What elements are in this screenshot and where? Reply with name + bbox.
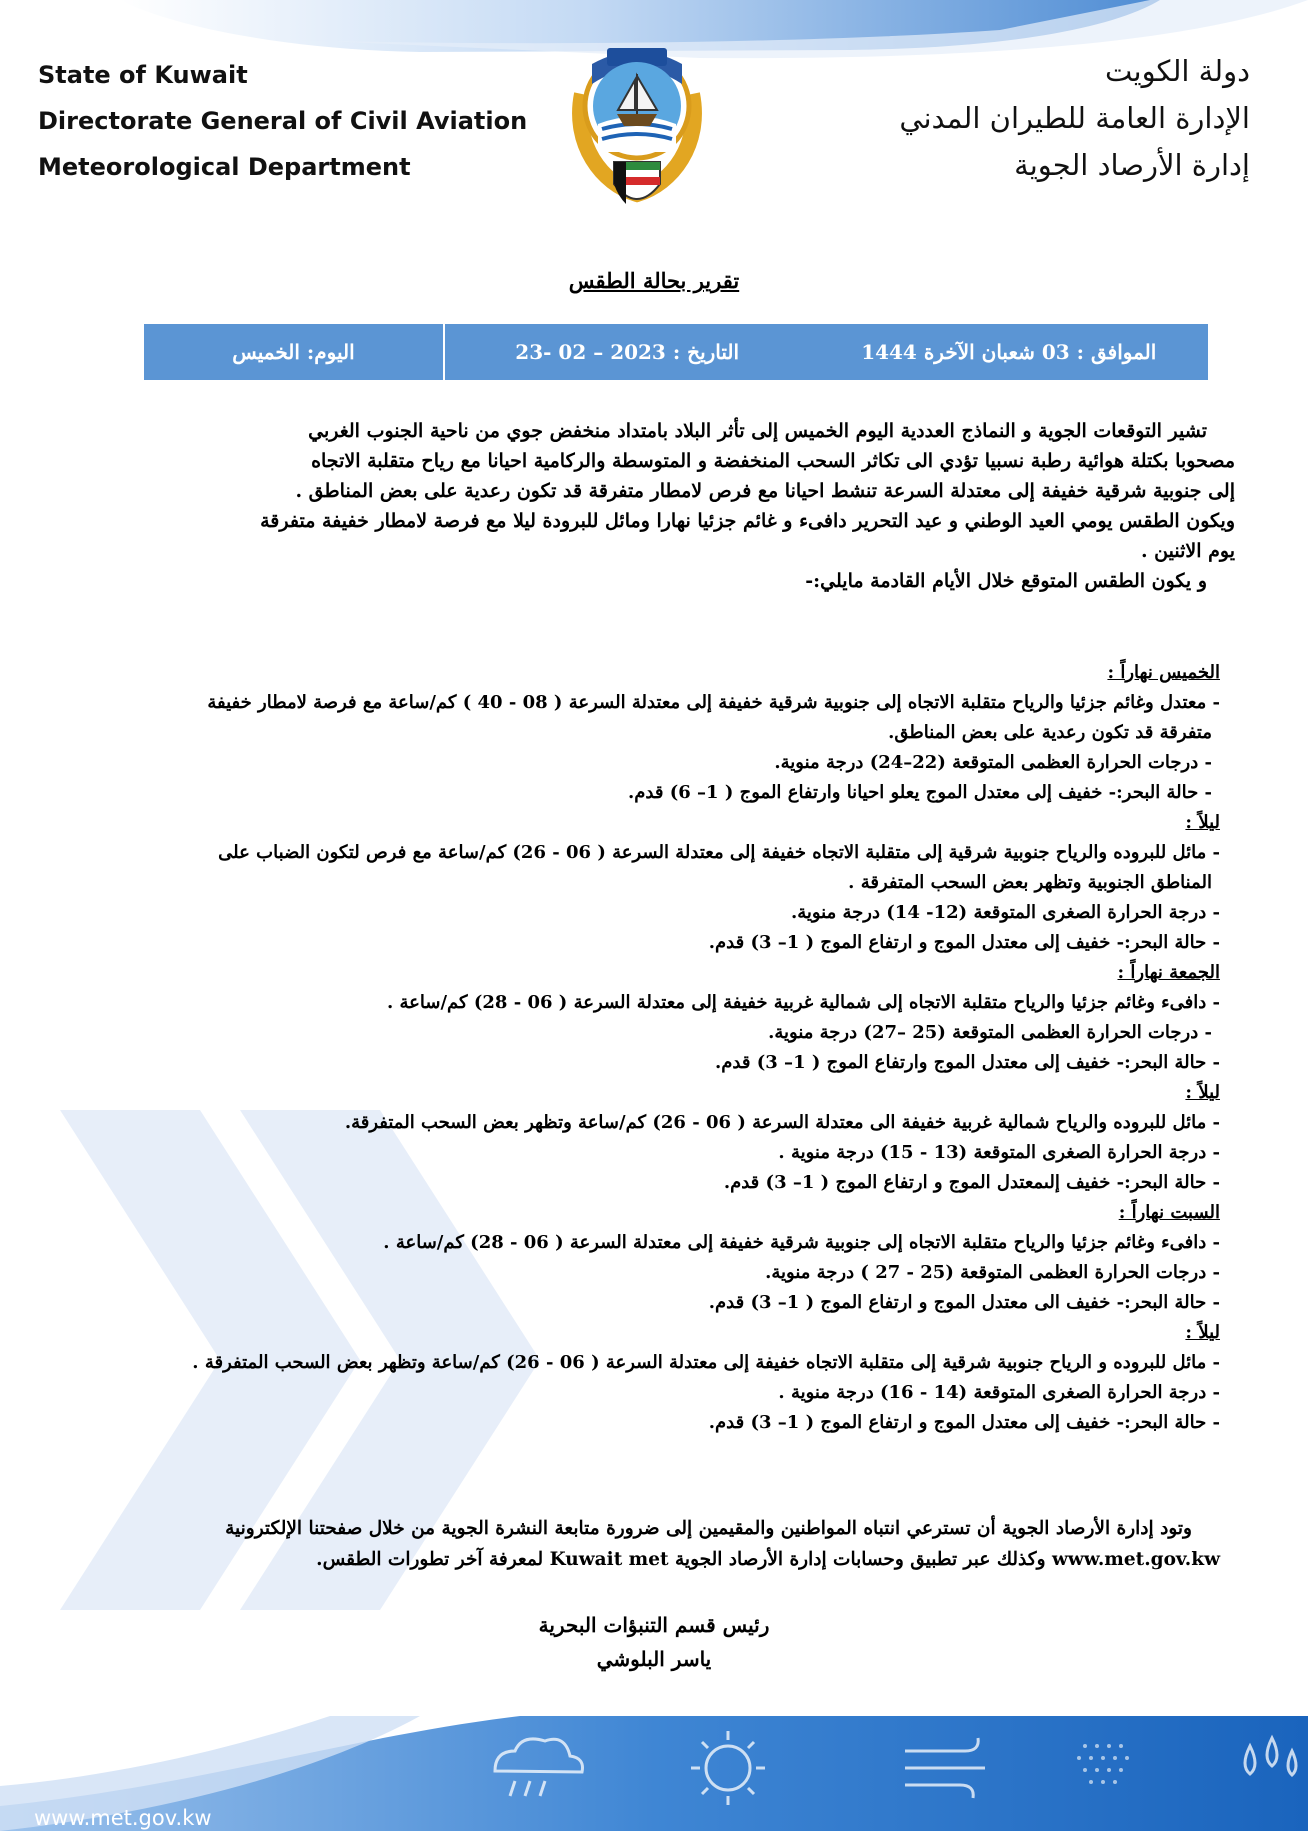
forecast-period-friday-night [150, 1078, 1220, 1198]
report-day: اليوم: الخميس [142, 324, 443, 380]
forecast-line: - معتدل وغائم جزئيا والرياح متقلبة الاتجاه إلى جنوبية شرقية خفيفة إلى معتدلة السرعة ( 08 - 40 ) كم/ساعة مع فرصة لامطار خفيفة [207, 692, 1220, 713]
closing-note [150, 1513, 1220, 1575]
forecast-line: - حالة البحر:- خفيف إلى معتدل الموج و ارتفاع الموج ( 1– 3) قدم. [708, 932, 1220, 953]
header-en-line-2: Directorate General of Civil Aviation [38, 107, 528, 135]
signature-title: رئيس قسم التنبؤات البحرية [538, 1613, 770, 1637]
signature-block [0, 1608, 1308, 1676]
forecast-period-heading: السبت نهاراً : [1118, 1202, 1220, 1223]
intro-line: يوم الاثنين . [1140, 540, 1235, 562]
forecast-period-saturday-day [150, 1198, 1220, 1318]
intro-line: تشير التوقعات الجوية و النماذج العددية اليوم الخميس إلى تأثر البلاد بامتداد منخفض جوي من ناحية الجنوب الغربي [308, 420, 1207, 442]
forecast-period-heading: الجمعة نهاراً : [1117, 962, 1220, 983]
header-en-line-3: Meteorological Department [38, 153, 411, 181]
forecast-line: - حالة البحر:- خفيف إلى معتدل الموج يعلو احيانا وارتفاع الموج ( 1– 6) قدم. [627, 782, 1212, 803]
header-en-line-1: State of Kuwait [38, 61, 248, 89]
report-date: التاريخ : 2023 – 02 -23 [443, 324, 810, 380]
report-title: تقرير بحالة الطقس [568, 268, 740, 293]
forecast-line: - درجة الحرارة الصغرى المتوقعة (12- 14) درجة منوية. [790, 902, 1220, 923]
forecast-period-saturday-night [150, 1318, 1220, 1438]
header-ar-line-2: الإدارة العامة للطيران المدني [899, 101, 1250, 135]
footer-website-url: www.met.gov.kw [34, 1806, 212, 1830]
intro-line: و يكون الطقس المتوقع خلال الأيام القادمة مايلي:- [805, 570, 1207, 592]
forecast-line: - حالة البحر:- خفيف إلى معتدل الموج و ارتفاع الموج ( 1– 3) قدم. [708, 1412, 1220, 1433]
forecast-line: متفرقة قد تكون رعدية على بعض المناطق. [888, 722, 1212, 743]
closing-line: وتود إدارة الأرصاد الجوية أن تسترعي انتباه المواطنين والمقيمين إلى ضرورة متابعة النشرة الجوية من خلال صفحتنا الإلكترونية [225, 1518, 1192, 1539]
forecast-period-friday-day [150, 958, 1220, 1078]
intro-line: ويكون الطقس يومي العيد الوطني و عيد التحرير دافىء و غائم جزئيا نهارا ومائل للبرودة ليلا مع فرصة لامطار خفيفة متفرقة [260, 510, 1235, 532]
forecast-period-heading: الخميس نهاراً : [1107, 662, 1220, 683]
forecast-period-heading: ليلاً : [1185, 1082, 1220, 1103]
header-ar-line-1: دولة الكويت [1105, 54, 1250, 88]
forecast-section [150, 658, 1220, 1438]
forecast-period-heading: ليلاً : [1185, 1322, 1220, 1343]
intro-paragraph [150, 416, 1235, 596]
forecast-period-thursday-day [150, 658, 1220, 808]
forecast-line: - درجات الحرارة العظمى المتوقعة (22–24) درجة منوية. [774, 752, 1212, 773]
forecast-line: - درجات الحرارة العظمى المتوقعة (25 –27) درجة منوية. [768, 1022, 1212, 1043]
forecast-line: - مائل للبروده والرياح شمالية غربية خفيفة الى معتدلة السرعة ( 06 - 26) كم/ساعة وتظهر بعض السحب المتفرقة. [344, 1112, 1220, 1133]
forecast-line: - مائل للبروده والرياح جنوبية شرقية إلى متقلبة الاتجاه خفيفة إلى معتدلة السرعة ( 06 - 26) كم/ساعة مع فرص لتكون الضباب على [218, 842, 1220, 863]
intro-line: مصحوبا بكتلة هوائية رطبة نسبيا تؤدي الى تكاثر السحب المنخفضة و المتوسطة والركامية احيانا مع رياح متقلبة الاتجاه [311, 450, 1235, 472]
forecast-line: - مائل للبروده و الرياح جنوبية شرقية إلى متقلبة الاتجاه خفيفة إلى معتدلة السرعة ( 06 - 26) كم/ساعة وتظهر بعض السحب المتفرقة . [192, 1352, 1220, 1373]
forecast-period-heading: ليلاً : [1185, 812, 1220, 833]
header-english [38, 52, 527, 190]
forecast-line: - حالة البحر:- خفيف إلى معتدل الموج وارتفاع الموج ( 1– 3) قدم. [715, 1052, 1220, 1073]
kuwait-emblem-icon [562, 34, 712, 226]
header-arabic [899, 48, 1250, 189]
header-ar-line-3: إدارة الأرصاد الجوية [1014, 148, 1250, 182]
report-info-bar [142, 322, 1208, 380]
forecast-line: - درجة الحرارة الصغرى المتوقعة (14 - 16) درجة منوية . [778, 1382, 1220, 1403]
forecast-line: - درجات الحرارة العظمى المتوقعة (25 - 27 ) درجة منوية. [765, 1262, 1220, 1283]
forecast-line: - حالة البحر:- خفيف الى معتدل الموج و ارتفاع الموج ( 1– 3) قدم. [708, 1292, 1220, 1313]
forecast-line: المناطق الجنوبية وتظهر بعض السحب المتفرقة . [848, 872, 1212, 893]
forecast-line: - حالة البحر:- خفيف إلىمعتدل الموج و ارتفاع الموج ( 1– 3) قدم. [723, 1172, 1220, 1193]
report-hijri-date: الموافق : 03 شعبان الآخرة 1444 [861, 340, 1157, 364]
forecast-line: - درجة الحرارة الصغرى المتوقعة (13 - 15) درجة منوية . [778, 1142, 1220, 1163]
forecast-line: - دافىء وغائم جزئيا والرياح متقلبة الاتجاه إلى جنوبية شرقية خفيفة إلى معتدلة السرعة ( 06 - 28) كم/ساعة . [383, 1232, 1220, 1253]
forecast-line: - دافىء وغائم جزئيا والرياح متقلبة الاتجاه إلى شمالية غربية خفيفة إلى معتدلة السرعة ( 06 - 28) كم/ساعة . [386, 992, 1220, 1013]
forecast-period-thursday-night [150, 808, 1220, 958]
closing-line: www.met.gov.kw وكذلك عبر تطبيق وحسابات إدارة الأرصاد الجوية Kuwait met لمعرفة آخر تطورات الطقس. [316, 1549, 1220, 1570]
signature-name: ياسر البلوشي [596, 1647, 712, 1671]
intro-line: إلى جنوبية شرقية خفيفة إلى معتدلة السرعة تنشط احيانا مع فرص لامطار متفرقة قد تكون رعدية على بعض المناطق . [295, 480, 1235, 502]
